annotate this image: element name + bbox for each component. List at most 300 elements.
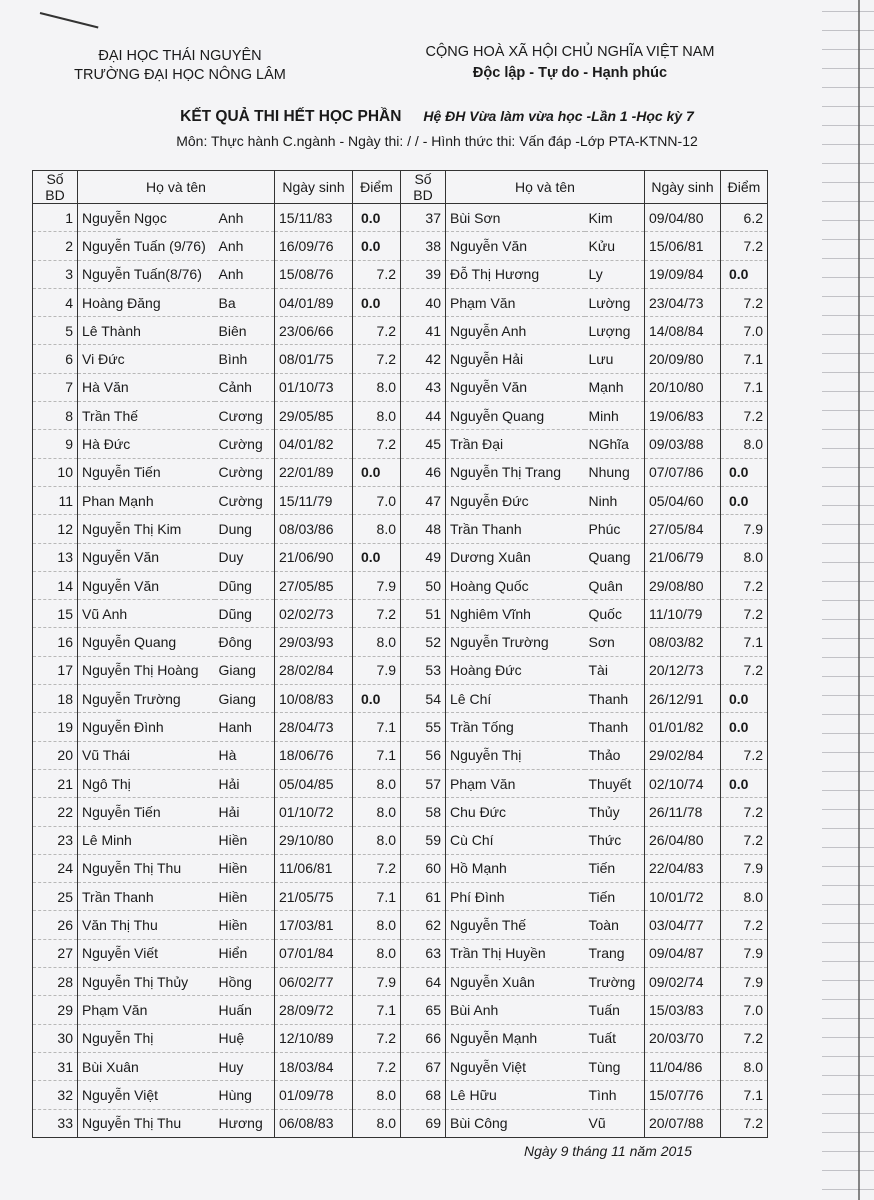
left-surname: Nguyễn Tuấn(8/76) [78,260,215,288]
results-table [32,170,768,1138]
left-candidate-number: 29 [33,996,78,1024]
left-given-name: Hiển [215,939,275,967]
right-score: 7.2 [721,741,768,769]
left-candidate-number: 9 [33,430,78,458]
left-candidate-number: 26 [33,911,78,939]
left-score: 8.0 [353,628,401,656]
left-score: 8.0 [353,939,401,967]
left-given-name: Hà [215,741,275,769]
right-given-name: Thanh [585,685,645,713]
right-birth-date: 11/04/86 [645,1052,721,1080]
left-given-name: Đông [215,628,275,656]
right-score: 8.0 [721,883,768,911]
right-surname: Nguyễn Việt [446,1052,585,1080]
right-given-name: Quốc [585,600,645,628]
left-given-name: Giang [215,656,275,684]
left-surname: Nguyễn Văn [78,571,215,599]
left-birth-date: 23/06/66 [275,317,353,345]
right-birth-date: 09/03/88 [645,430,721,458]
left-candidate-number: 13 [33,543,78,571]
left-surname: Văn Thị Thu [78,911,215,939]
left-given-name: Hùng [215,1081,275,1109]
right-birth-date: 02/10/74 [645,769,721,797]
right-score: 7.2 [721,798,768,826]
right-score: 0.0 [721,458,768,486]
right-birth-date: 22/04/83 [645,854,721,882]
right-surname: Nguyễn Trường [446,628,585,656]
left-score: 7.9 [353,968,401,996]
right-score: 7.2 [721,911,768,939]
col-header-score: Điểm [353,171,401,204]
left-surname: Nguyễn Viết [78,939,215,967]
right-candidate-number: 56 [401,741,446,769]
left-score: 8.0 [353,515,401,543]
left-given-name: Huy [215,1052,275,1080]
left-surname: Nguyễn Thị [78,1024,215,1052]
left-given-name: Cường [215,430,275,458]
left-score: 0.0 [353,288,401,316]
right-candidate-number: 52 [401,628,446,656]
left-score: 7.2 [353,317,401,345]
table-row [33,543,768,571]
right-score: 7.2 [721,826,768,854]
left-candidate-number: 7 [33,373,78,401]
left-birth-date: 15/08/76 [275,260,353,288]
right-birth-date: 15/07/76 [645,1081,721,1109]
left-candidate-number: 3 [33,260,78,288]
col-header-name: Họ và tên [78,171,275,204]
right-surname: Hoàng Đức [446,656,585,684]
left-score: 7.0 [353,486,401,514]
right-candidate-number: 58 [401,798,446,826]
left-candidate-number: 6 [33,345,78,373]
left-given-name: Hiền [215,854,275,882]
right-candidate-number: 46 [401,458,446,486]
title-system: Hệ ĐH Vừa làm vừa học -Lần 1 -Học kỳ 7 [423,108,694,124]
right-score: 7.2 [721,232,768,260]
left-birth-date: 08/03/86 [275,515,353,543]
left-birth-date: 29/10/80 [275,826,353,854]
right-surname: Dương Xuân [446,543,585,571]
left-score: 7.1 [353,741,401,769]
right-birth-date: 20/07/88 [645,1109,721,1137]
left-given-name: Biên [215,317,275,345]
right-birth-date: 21/06/79 [645,543,721,571]
right-given-name: Trường [585,968,645,996]
left-score: 8.0 [353,798,401,826]
university-name: ĐẠI HỌC THÁI NGUYÊN [98,48,262,64]
right-score: 7.9 [721,939,768,967]
left-birth-date: 27/05/85 [275,571,353,599]
left-score: 8.0 [353,826,401,854]
left-birth-date: 18/06/76 [275,741,353,769]
left-candidate-number: 8 [33,402,78,430]
right-score: 0.0 [721,769,768,797]
right-score: 0.0 [721,685,768,713]
left-given-name: Dũng [215,600,275,628]
left-score: 0.0 [353,204,401,232]
country-name: CỘNG HOÀ XÃ HỘI CHỦ NGHĨA VIỆT NAM [425,44,715,60]
left-birth-date: 21/06/90 [275,543,353,571]
right-given-name: Ninh [585,486,645,514]
table-row [33,430,768,458]
right-score: 0.0 [721,713,768,741]
table-row [33,1109,768,1137]
right-surname: Bùi Sơn [446,204,585,232]
right-candidate-number: 40 [401,288,446,316]
left-surname: Trần Thế [78,402,215,430]
left-candidate-number: 2 [33,232,78,260]
left-birth-date: 08/01/75 [275,345,353,373]
col-header-dob: Ngày sinh [275,171,353,204]
left-candidate-number: 11 [33,486,78,514]
left-given-name: Dũng [215,571,275,599]
right-birth-date: 20/12/73 [645,656,721,684]
right-surname: Phí Đình [446,883,585,911]
left-given-name: Hiền [215,826,275,854]
right-score: 7.9 [721,515,768,543]
left-birth-date: 17/03/81 [275,911,353,939]
right-score: 0.0 [721,486,768,514]
right-birth-date: 09/02/74 [645,968,721,996]
left-given-name: Cường [215,458,275,486]
left-birth-date: 12/10/89 [275,1024,353,1052]
table-row [33,628,768,656]
left-birth-date: 06/08/83 [275,1109,353,1137]
right-birth-date: 19/06/83 [645,402,721,430]
left-surname: Nguyễn Quang [78,628,215,656]
left-surname: Nguyễn Tiến [78,458,215,486]
right-candidate-number: 67 [401,1052,446,1080]
left-birth-date: 07/01/84 [275,939,353,967]
left-given-name: Anh [215,204,275,232]
left-birth-date: 04/01/82 [275,430,353,458]
table-row [33,288,768,316]
left-surname: Nguyễn Trường [78,685,215,713]
left-surname: Vi Đức [78,345,215,373]
right-birth-date: 10/01/72 [645,883,721,911]
table-row [33,345,768,373]
right-birth-date: 27/05/84 [645,515,721,543]
left-given-name: Duy [215,543,275,571]
left-surname: Nguyễn Đình [78,713,215,741]
right-score: 7.0 [721,996,768,1024]
right-birth-date: 07/07/86 [645,458,721,486]
right-score: 7.9 [721,968,768,996]
right-given-name: Trang [585,939,645,967]
left-score: 7.2 [353,430,401,458]
left-score: 0.0 [353,685,401,713]
left-surname: Nguyễn Tuấn (9/76) [78,232,215,260]
left-score: 7.9 [353,656,401,684]
left-score: 0.0 [353,543,401,571]
left-birth-date: 01/10/73 [275,373,353,401]
right-given-name: Lượng [585,317,645,345]
right-score: 7.2 [721,656,768,684]
left-surname: Trần Thanh [78,883,215,911]
left-score: 7.1 [353,883,401,911]
left-score: 7.2 [353,854,401,882]
col-header-no: Số BD [33,171,78,204]
left-candidate-number: 24 [33,854,78,882]
left-score: 7.2 [353,600,401,628]
right-candidate-number: 47 [401,486,446,514]
right-candidate-number: 68 [401,1081,446,1109]
left-score: 7.1 [353,713,401,741]
right-candidate-number: 61 [401,883,446,911]
right-given-name: Quang [585,543,645,571]
right-surname: Bùi Công [446,1109,585,1137]
left-score: 0.0 [353,232,401,260]
right-candidate-number: 44 [401,402,446,430]
table-row [33,571,768,599]
right-surname: Bùi Anh [446,996,585,1024]
right-birth-date: 15/03/83 [645,996,721,1024]
left-surname: Bùi Xuân [78,1052,215,1080]
right-candidate-number: 50 [401,571,446,599]
right-candidate-number: 41 [401,317,446,345]
right-birth-date: 20/03/70 [645,1024,721,1052]
right-birth-date: 19/09/84 [645,260,721,288]
right-birth-date: 20/09/80 [645,345,721,373]
table-row [33,713,768,741]
right-candidate-number: 69 [401,1109,446,1137]
right-birth-date: 29/02/84 [645,741,721,769]
table-row [33,260,768,288]
pen-mark [40,12,99,28]
right-given-name: Tuất [585,1024,645,1052]
right-surname: Phạm Văn [446,769,585,797]
left-surname: Nguyễn Thị Hoàng [78,656,215,684]
table-row [33,968,768,996]
right-surname: Nguyễn Hải [446,345,585,373]
right-surname: Lê Chí [446,685,585,713]
left-birth-date: 04/01/89 [275,288,353,316]
national-header [410,42,730,84]
right-surname: Trần Tống [446,713,585,741]
left-candidate-number: 25 [33,883,78,911]
right-given-name: Thanh [585,713,645,741]
right-candidate-number: 39 [401,260,446,288]
left-birth-date: 11/06/81 [275,854,353,882]
table-row [33,232,768,260]
right-surname: Hồ Mạnh [446,854,585,882]
right-candidate-number: 45 [401,430,446,458]
table-row [33,373,768,401]
right-candidate-number: 49 [401,543,446,571]
right-candidate-number: 60 [401,854,446,882]
right-surname: Nguyễn Văn [446,373,585,401]
left-given-name: Hanh [215,713,275,741]
right-given-name: Tiến [585,854,645,882]
left-surname: Nguyễn Thị Thu [78,1109,215,1137]
table-row [33,883,768,911]
right-birth-date: 09/04/80 [645,204,721,232]
left-given-name: Bình [215,345,275,373]
left-birth-date: 28/09/72 [275,996,353,1024]
right-candidate-number: 42 [401,345,446,373]
right-score: 0.0 [721,260,768,288]
right-candidate-number: 59 [401,826,446,854]
right-birth-date: 05/04/60 [645,486,721,514]
title-main: KẾT QUẢ THI HẾT HỌC PHẦN [180,108,402,125]
exam-info: Môn: Thực hành C.ngành - Ngày thi: / / - Hình thức thi: Vấn đáp -Lớp PTA-KTNN-12 [176,133,698,149]
right-given-name: NGhĩa [585,430,645,458]
left-score: 7.1 [353,996,401,1024]
left-score: 8.0 [353,1109,401,1137]
left-candidate-number: 32 [33,1081,78,1109]
right-given-name: Kim [585,204,645,232]
national-motto: Độc lập - Tự do - Hạnh phúc [472,65,668,81]
left-candidate-number: 23 [33,826,78,854]
right-birth-date: 09/04/87 [645,939,721,967]
table-header-row [33,171,768,204]
left-score: 7.9 [353,571,401,599]
right-given-name: Toàn [585,911,645,939]
right-given-name: Mạnh [585,373,645,401]
left-birth-date: 06/02/77 [275,968,353,996]
left-candidate-number: 1 [33,204,78,232]
left-score: 8.0 [353,373,401,401]
left-birth-date: 22/01/89 [275,458,353,486]
left-surname: Vũ Anh [78,600,215,628]
left-birth-date: 10/08/83 [275,685,353,713]
table-row [33,515,768,543]
left-surname: Nguyễn Tiến [78,798,215,826]
right-surname: Trần Đại [446,430,585,458]
table-row [33,458,768,486]
right-candidate-number: 66 [401,1024,446,1052]
table-row [33,939,768,967]
college-name: TRƯỜNG ĐẠI HỌC NÔNG LÂM [74,67,286,83]
left-birth-date: 29/03/93 [275,628,353,656]
right-surname: Trần Thị Huyền [446,939,585,967]
left-given-name: Huấn [215,996,275,1024]
right-candidate-number: 37 [401,204,446,232]
right-birth-date: 01/01/82 [645,713,721,741]
left-score: 7.2 [353,345,401,373]
left-surname: Nguyễn Thị Kim [78,515,215,543]
left-given-name: Cảnh [215,373,275,401]
right-score: 7.0 [721,317,768,345]
left-candidate-number: 20 [33,741,78,769]
table-row [33,1081,768,1109]
table-row [33,996,768,1024]
right-birth-date: 23/04/73 [645,288,721,316]
left-candidate-number: 12 [33,515,78,543]
right-surname: Nghiêm Vĩnh [446,600,585,628]
right-given-name: Tình [585,1081,645,1109]
left-surname: Phạm Văn [78,996,215,1024]
signing-date: Ngày 9 tháng 11 năm 2015 [524,1143,692,1159]
left-birth-date: 15/11/79 [275,486,353,514]
table-row [33,204,768,232]
left-given-name: Hiền [215,911,275,939]
left-birth-date: 01/09/78 [275,1081,353,1109]
right-birth-date: 26/04/80 [645,826,721,854]
left-given-name: Hiền [215,883,275,911]
left-score: 8.0 [353,402,401,430]
left-candidate-number: 27 [33,939,78,967]
right-surname: Đỗ Thị Hương [446,260,585,288]
right-score: 8.0 [721,543,768,571]
right-score: 7.1 [721,628,768,656]
right-surname: Cù Chí [446,826,585,854]
right-given-name: Vũ [585,1109,645,1137]
left-score: 0.0 [353,458,401,486]
right-surname: Hoàng Quốc [446,571,585,599]
col-header-dob: Ngày sinh [645,171,721,204]
right-given-name: Thức [585,826,645,854]
right-birth-date: 14/08/84 [645,317,721,345]
left-candidate-number: 5 [33,317,78,345]
right-given-name: Minh [585,402,645,430]
left-candidate-number: 21 [33,769,78,797]
right-surname: Trần Thanh [446,515,585,543]
left-given-name: Dung [215,515,275,543]
left-surname: Nguyễn Thị Thu [78,854,215,882]
left-birth-date: 02/02/73 [275,600,353,628]
right-candidate-number: 57 [401,769,446,797]
left-given-name: Cường [215,486,275,514]
right-score: 7.2 [721,1024,768,1052]
table-row [33,656,768,684]
left-candidate-number: 28 [33,968,78,996]
right-candidate-number: 51 [401,600,446,628]
scanned-page-edge [822,0,874,1200]
right-birth-date: 20/10/80 [645,373,721,401]
right-given-name: Tùng [585,1052,645,1080]
left-birth-date: 28/04/73 [275,713,353,741]
right-given-name: Tiến [585,883,645,911]
right-candidate-number: 65 [401,996,446,1024]
left-candidate-number: 4 [33,288,78,316]
right-given-name: Kửu [585,232,645,260]
left-surname: Lê Minh [78,826,215,854]
left-surname: Nguyễn Văn [78,543,215,571]
right-candidate-number: 63 [401,939,446,967]
left-candidate-number: 15 [33,600,78,628]
left-birth-date: 15/11/83 [275,204,353,232]
right-score: 7.1 [721,345,768,373]
right-candidate-number: 54 [401,685,446,713]
document-title [0,108,874,126]
table-row [33,402,768,430]
left-birth-date: 21/05/75 [275,883,353,911]
right-surname: Nguyễn Quang [446,402,585,430]
right-candidate-number: 64 [401,968,446,996]
right-candidate-number: 62 [401,911,446,939]
right-score: 7.2 [721,571,768,599]
right-surname: Phạm Văn [446,288,585,316]
right-surname: Nguyễn Thị Trang [446,458,585,486]
table-row [33,1052,768,1080]
left-given-name: Anh [215,232,275,260]
left-birth-date: 28/02/84 [275,656,353,684]
table-row [33,826,768,854]
left-candidate-number: 16 [33,628,78,656]
right-given-name: Tài [585,656,645,684]
right-given-name: Lưu [585,345,645,373]
right-birth-date: 03/04/77 [645,911,721,939]
left-surname: Hà Văn [78,373,215,401]
right-score: 6.2 [721,204,768,232]
right-surname: Nguyễn Xuân [446,968,585,996]
left-surname: Hà Đức [78,430,215,458]
left-score: 8.0 [353,769,401,797]
right-score: 8.0 [721,1052,768,1080]
left-given-name: Cương [215,402,275,430]
